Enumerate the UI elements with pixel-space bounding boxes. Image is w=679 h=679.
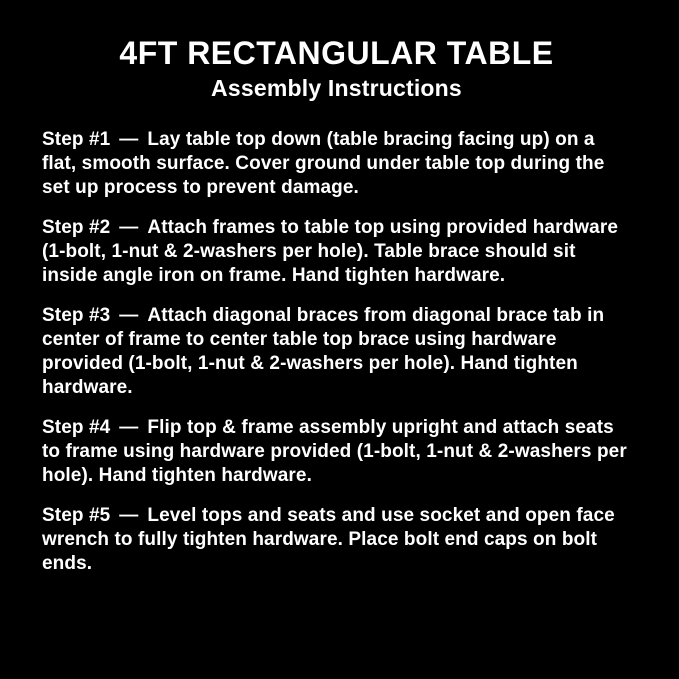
step-5-text: Level tops and seats and use socket and open face wrench to fully tighten hardware. Place bolt end caps on bolt ends. bbox=[42, 505, 615, 574]
step-3-paragraph bbox=[42, 304, 631, 400]
step-2-label: Step #2 bbox=[42, 217, 111, 238]
step-3-label: Step #3 bbox=[42, 305, 111, 326]
step-1-separator: — bbox=[119, 129, 139, 150]
header bbox=[42, 34, 631, 102]
page-subtitle: Assembly Instructions bbox=[211, 75, 462, 101]
step-4-paragraph bbox=[42, 416, 631, 488]
step-5-paragraph bbox=[42, 504, 631, 576]
step-4-label: Step #4 bbox=[42, 417, 111, 438]
steps-list bbox=[42, 128, 631, 576]
step-1-text: Lay table top down (table bracing facing up) on a flat, smooth surface. Cover ground under table top during the set up process to prevent damage. bbox=[42, 129, 605, 198]
step-2-text: Attach frames to table top using provided hardware (1-bolt, 1-nut & 2-washers per hole). Table brace should sit inside angle iron on frame. Hand tighten hardware. bbox=[42, 217, 618, 286]
step-1-paragraph bbox=[42, 128, 631, 200]
step-2-paragraph bbox=[42, 216, 631, 288]
step-4-separator: — bbox=[119, 417, 139, 438]
step-1-label: Step #1 bbox=[42, 129, 111, 150]
step-3-text: Attach diagonal braces from diagonal brace tab in center of frame to center table top brace using hardware provided (1-bolt, 1-nut & 2-washers per hole). Hand tighten hardware. bbox=[42, 305, 605, 398]
step-3-separator: — bbox=[119, 305, 139, 326]
step-5-label: Step #5 bbox=[42, 505, 111, 526]
step-4-text: Flip top & frame assembly upright and attach seats to frame using hardware provided (1-bolt, 1-nut & 2-washers per hole). Hand tighten hardware. bbox=[42, 417, 627, 486]
page-title: 4FT RECTANGULAR TABLE bbox=[119, 35, 554, 71]
step-5-separator: — bbox=[119, 505, 139, 526]
step-2-separator: — bbox=[119, 217, 139, 238]
